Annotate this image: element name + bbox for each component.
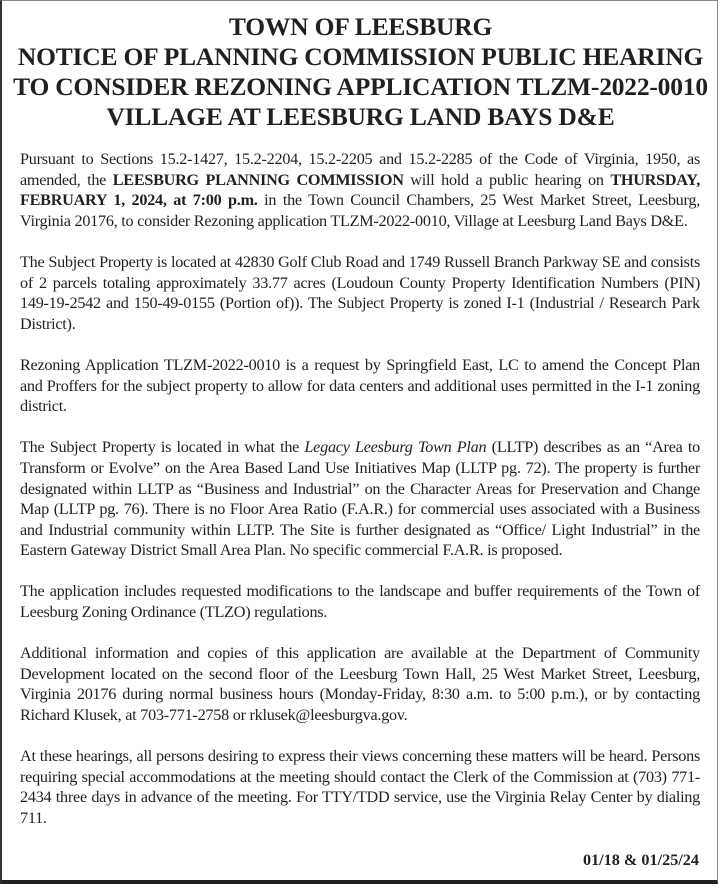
publication-dates: 01/18 & 01/25/24 xyxy=(582,851,699,869)
paragraph-accommodations: At these hearings, all persons desiring to express their views concerning these matters will be heard. Persons requiring special accommodations at the meeting should contact the Clerk of the Commission at (703) 771-2434 three days in advance of the meeting. For TTY/TDD service, use the Virginia Relay Center by dialing 711. xyxy=(20,747,700,827)
paragraph-property: The Subject Property is located at 42830 Golf Club Road and 1749 Russell Branch Parkway SE and consists of 2 parcels totaling approximately 33.77 acres (Loudoun County Property Identification Numbers (PIN) 149-19-2542 and 150-49-0155 (Portion of)). The Subject Property is zoned I-1 (Industrial / Research Park District). xyxy=(20,252,700,333)
paragraph-request: Rezoning Application TLZM-2022-0010 is a request by Springfield East, LC to amend the Concept Plan and Proffers for the subject property to allow for data centers and additional uses permitted in the I-1 zoning district. xyxy=(20,355,700,416)
heading-line: NOTICE OF PLANNING COMMISSION PUBLIC HEARING xyxy=(17,42,704,71)
plan-title: Legacy Leesburg Town Plan xyxy=(304,438,487,457)
paragraph-plan xyxy=(20,437,700,561)
paragraph-information: Additional information and copies of this application are available at the Department of Community Development located on the second floor of the Leesburg Town Hall, 25 West Market Street, Leesburg, Virginia 20176 during normal business hours (Monday-Friday, 8:30 a.m. to 5:00 p.m.), or by contacting Richard Klusek, at 703-771-2758 or rklusek@leesburgva.gov. xyxy=(20,644,700,725)
paragraph-hearing xyxy=(20,149,700,231)
notice-heading xyxy=(0,12,721,132)
commission-name: LEESBURG PLANNING COMMISSION xyxy=(112,170,404,189)
paragraph-modifications: The application includes requested modifications to the landscape and buffer requirements of the Town of Leesburg Zoning Ordinance (TLZO) regulations. xyxy=(20,582,700,622)
text: (LLTP) describes as an “Area to Transform or Evolve” on the Area Based Land Use Initiatives Map (LLTP pg. 72). The property is further designated within LLTP as “Business and Industrial” on the Character Areas for Preservation and Change Map (LLTP pg. 76). There is no Floor Area Ratio (F.A.R.) for commercial uses associated with a Business and Industrial community within LLTP. The Site is further designated as “Office/ Light Industrial” in the Eastern Gateway District Small Area Plan. No specific commercial F.A.R. is proposed. xyxy=(20,438,700,560)
heading-line: TOWN OF LEESBURG xyxy=(228,12,493,41)
notice-body xyxy=(20,149,700,849)
text: will hold a public hearing on xyxy=(403,170,611,189)
heading-line: TO CONSIDER REZONING APPLICATION TLZM-2022-0010 xyxy=(13,72,708,101)
hearing-date: THURSDAY, FEBRUARY 1, 2024, at 7:00 p.m. xyxy=(20,170,700,210)
text: Pursuant to Sections 15.2-1427, 15.2-2204, 15.2-2205 and 15.2-2285 of the Code of Virginia, 1950, as amended, the xyxy=(20,150,700,189)
heading-line: VILLAGE AT LEESBURG LAND BAYS D&E xyxy=(106,102,615,131)
text: in the Town Council Chambers, 25 West Market Street, Leesburg, Virginia 20176, to consider Rezoning application TLZM-2022-0010, Village at Leesburg Land Bays D&E. xyxy=(20,191,700,230)
text: The Subject Property is located in what the xyxy=(20,438,305,457)
